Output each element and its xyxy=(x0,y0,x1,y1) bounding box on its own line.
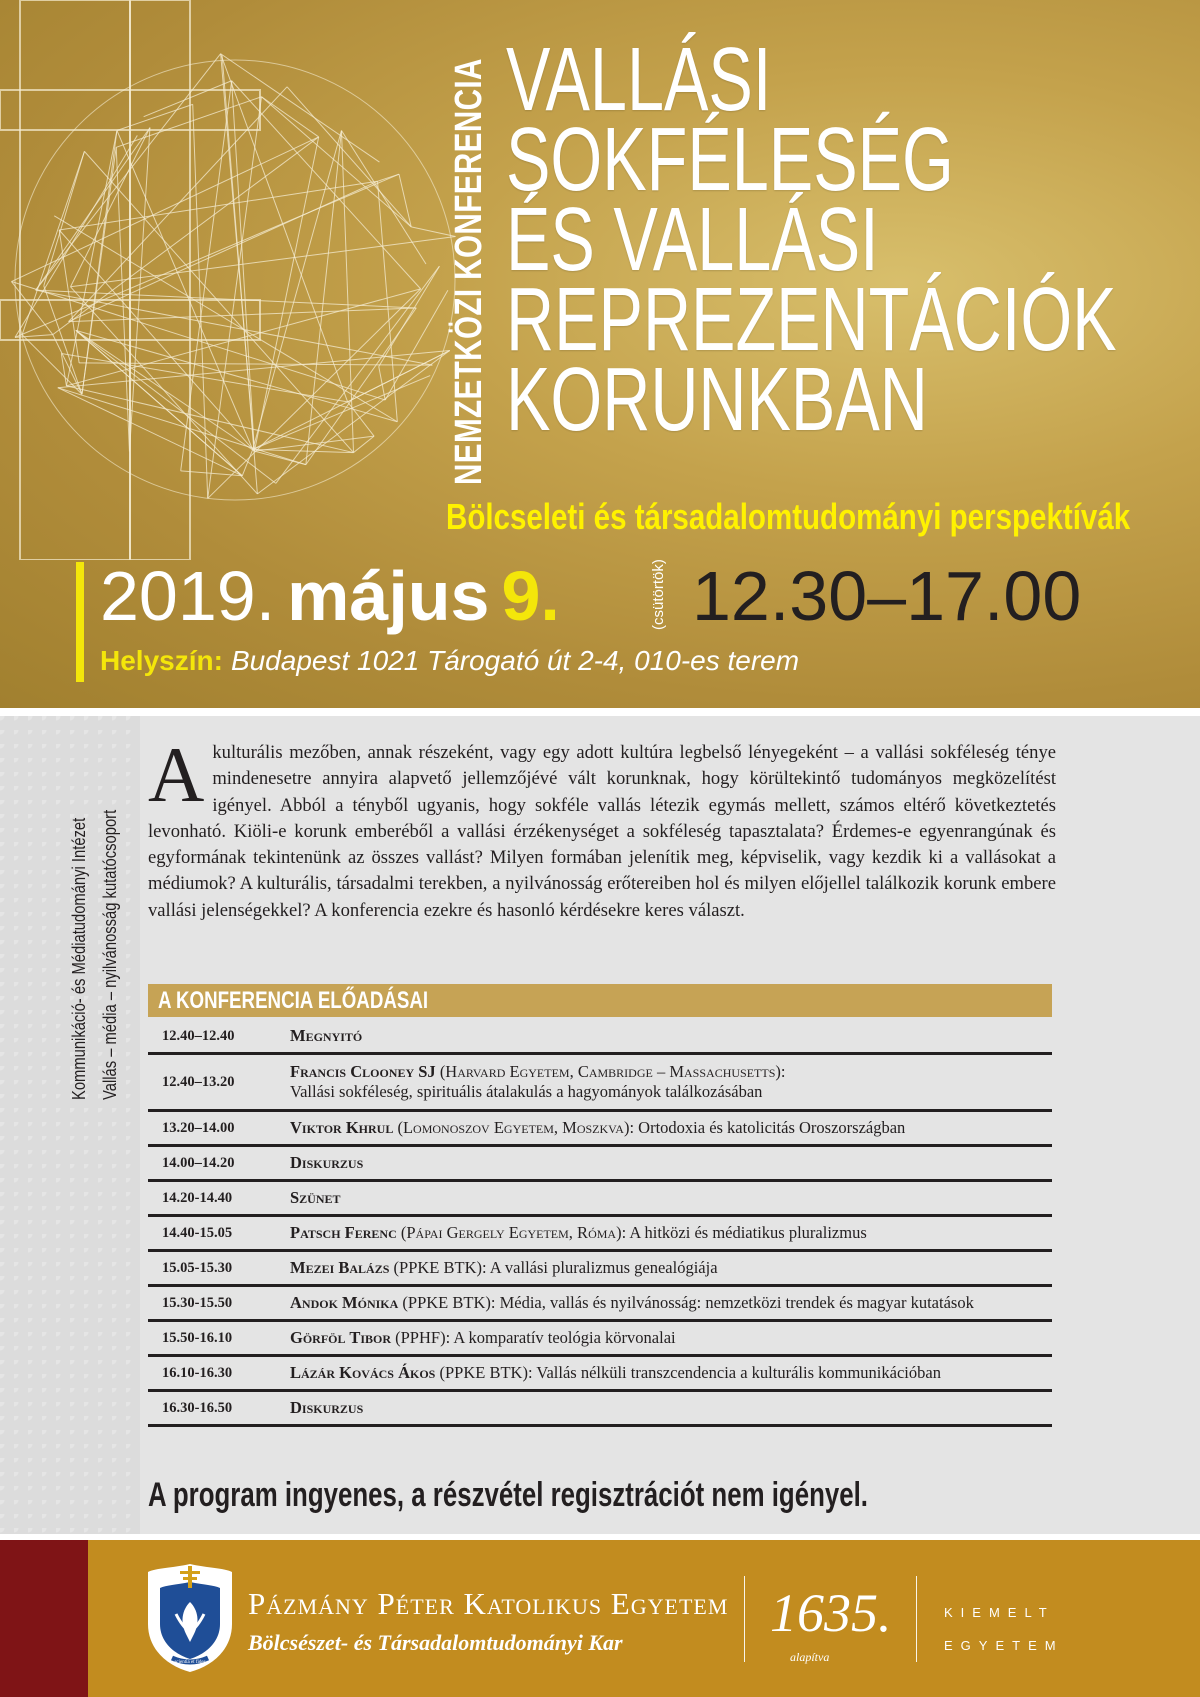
program-affiliation: (PPKE BTK) xyxy=(435,1363,528,1382)
date-year: 2019. xyxy=(100,557,276,635)
organizer-side-text xyxy=(64,760,126,1100)
badge-line-2: EGYETEM xyxy=(944,1638,1064,1653)
crest-motto: scientia et fides xyxy=(174,1660,206,1665)
intro-text: kulturális mezőben, annak részeként, vagy egy adott kultúra legbelső lényegeként – a vallási sokféleség ténye mindenesetre annyira alapvető jellemzőjévé vált korunknak, hogy körültekintő tudományos megközelítést igényel. Abból a tényből ugyanis, hogy sokféle vallás létezik egymás mellett, számos eltérő következtetés levonható. Kiöli-e korunk emberéből a vallási érzékenységet a sokféleség tapasztalata? Érdemes-e egyenrangúnak és egyformának tekintenünk az összes vallást? Milyen formában jelenítik meg, képviselik, vagy kezdik ki a vallásokat a médiumok? A kulturális, társadalmi terekben, a nyilvánosság erőtereiben hol és milyen előjellel találkozik korunk embere vallási jelenségekkel? A konferencia ezekre és hasonló kérdésekre keres választ. xyxy=(148,742,1056,921)
program-talk-title: : Média, vallás és nyilvánosság: nemzetközi trendek és magyar kutatások xyxy=(490,1293,974,1312)
program-description xyxy=(290,1026,1052,1046)
art-line xyxy=(261,97,318,137)
art-line xyxy=(221,54,348,402)
program-row xyxy=(148,1392,1052,1427)
venue-address: Budapest 1021 Tárogató út 2-4, 010-es terem xyxy=(230,645,800,676)
art-line xyxy=(254,137,318,451)
program-time: 15.05-15.30 xyxy=(162,1259,233,1276)
university-crest-icon xyxy=(146,1562,234,1674)
program-affiliation: (Pápai Gergely Egyetem, Róma) xyxy=(396,1223,622,1242)
art-line xyxy=(69,87,287,322)
program-time: 16.10-16.30 xyxy=(162,1364,233,1381)
program-description xyxy=(290,1258,1052,1278)
art-line xyxy=(58,388,242,476)
highlighted-university-badge xyxy=(944,1596,1064,1662)
program-speaker: Diskurzus xyxy=(290,1153,364,1172)
art-line xyxy=(66,289,420,386)
art-line xyxy=(15,135,137,337)
title-line-3: ÉS VALLÁSI xyxy=(506,190,879,290)
art-line xyxy=(71,128,150,287)
program-description-line xyxy=(290,1363,1052,1383)
program-speaker: Francis Clooney SJ xyxy=(290,1062,436,1081)
program-time: 16.30-16.50 xyxy=(162,1399,233,1416)
program-description xyxy=(290,1188,1052,1208)
program-speaker: Patsch Ferenc xyxy=(290,1223,397,1242)
date-accent-bar xyxy=(76,562,84,682)
art-line xyxy=(22,335,82,395)
title-line-1: VALLÁSI xyxy=(506,30,772,130)
art-line xyxy=(221,54,255,451)
program-row xyxy=(148,1217,1052,1252)
art-line xyxy=(287,87,411,227)
program-description xyxy=(290,1293,1052,1313)
program-row xyxy=(148,1287,1052,1322)
program-time: 13.20–14.00 xyxy=(162,1119,235,1136)
program-affiliation: (PPKE BTK) xyxy=(389,1258,482,1277)
footer xyxy=(0,1540,1200,1697)
program-speaker: Mezei Balázs xyxy=(290,1258,390,1277)
art-line xyxy=(116,97,261,148)
footer-divider-1 xyxy=(744,1576,745,1662)
art-line xyxy=(181,81,232,471)
program-speaker: Diskurzus xyxy=(290,1398,364,1417)
art-line xyxy=(261,97,411,227)
art-circle xyxy=(15,60,455,500)
art-line xyxy=(257,351,449,494)
program-table xyxy=(148,1020,1052,1427)
conference-date xyxy=(100,556,560,636)
program-time: 14.20-14.40 xyxy=(162,1189,233,1206)
program-row xyxy=(148,1020,1052,1055)
drop-cap: A xyxy=(148,731,205,818)
program-talk-title: : Vallás nélküli transzcendencia a kulturális kommunikációban xyxy=(527,1363,941,1382)
program-speaker: Görföl Tibor xyxy=(290,1328,392,1347)
venue xyxy=(100,645,799,677)
program-time: 15.30-15.50 xyxy=(162,1294,233,1311)
founding-label: alapítva xyxy=(790,1650,830,1664)
program-description-line xyxy=(290,1153,1052,1173)
conference-header xyxy=(0,0,1200,708)
program-talk-title: Vallási sokféleség, spirituális átalakulás a hagyományok találkozásában xyxy=(290,1082,763,1101)
art-line xyxy=(84,151,353,452)
title-line-2: SOKFÉLESÉG xyxy=(506,110,954,210)
program-heading xyxy=(148,984,1052,1017)
program-row xyxy=(148,1357,1052,1392)
program-description-line xyxy=(290,1026,1052,1046)
program-description xyxy=(290,1398,1052,1418)
organizer-institute: Kommunikáció- és Médiatudományi Intézet xyxy=(69,817,89,1100)
program-affiliation: (Harvard Egyetem, Cambridge – Massachusetts) xyxy=(435,1062,781,1081)
program-time: 12.40–12.40 xyxy=(162,1027,235,1044)
program-speaker: Andok Mónika xyxy=(290,1293,399,1312)
program-time: 14.40-15.05 xyxy=(162,1224,233,1241)
venue-label: Helyszín: xyxy=(100,645,223,676)
program-description xyxy=(290,1062,1052,1102)
art-line xyxy=(71,236,456,286)
program-description-line xyxy=(290,1118,1052,1138)
footer-divider-2 xyxy=(916,1576,917,1662)
program-description xyxy=(290,1118,1052,1138)
program-speaker: Szünet xyxy=(290,1188,341,1207)
title-line-5: KORUNKBAN xyxy=(506,350,928,450)
program-heading-text: A KONFERENCIA ELŐADÁSAI xyxy=(158,987,429,1014)
date-day: 9. xyxy=(501,557,560,635)
art-line xyxy=(379,266,440,366)
date-weekday: (csütörtök) xyxy=(650,559,667,630)
art-line xyxy=(399,174,411,227)
program-time: 12.40–13.20 xyxy=(162,1073,235,1090)
art-line xyxy=(53,137,319,335)
program-description-line xyxy=(290,1258,1052,1278)
program-speaker: Lázár Kovács Ákos xyxy=(290,1363,436,1382)
art-line xyxy=(15,174,399,337)
intro-paragraph xyxy=(148,731,1056,924)
badge-line-1: KIEMELT xyxy=(944,1605,1055,1620)
program-affiliation: (PPKE BTK) xyxy=(398,1293,491,1312)
program-description xyxy=(290,1153,1052,1173)
art-line xyxy=(58,351,450,388)
program-description-line xyxy=(290,1223,1052,1243)
program-row xyxy=(148,1322,1052,1357)
abstract-line-art xyxy=(0,0,470,560)
program-talk-title: : xyxy=(780,1062,786,1081)
program-description xyxy=(290,1223,1052,1243)
program-description xyxy=(290,1363,1052,1383)
program-description-line xyxy=(290,1188,1052,1208)
program-talk-title: : A komparatív teológia körvonalai xyxy=(445,1328,676,1347)
free-entry-note: A program ingyenes, a részvétel regisztrációt nem igényel. xyxy=(148,1476,868,1514)
art-line xyxy=(117,104,193,130)
date-month: május xyxy=(287,557,490,635)
art-line xyxy=(254,436,374,451)
title-line-4: REPREZENTÁCIÓK xyxy=(506,270,1117,370)
program-affiliation: (Lomonoszov Egyetem, Moszkva) xyxy=(393,1118,630,1137)
university-name: Pázmány Péter Katolikus Egyetem xyxy=(248,1586,729,1621)
organizer-research-group: Vallás – média – nyilvánosság kutatócsoport xyxy=(100,809,120,1100)
program-speaker: Viktor Khrul xyxy=(290,1118,394,1137)
program-row xyxy=(148,1055,1052,1112)
program-time: 14.00–14.20 xyxy=(162,1154,235,1171)
founding-year: 1635. xyxy=(770,1583,892,1643)
program-talk-title: : Ortodoxia és katolicitás Oroszországban xyxy=(629,1118,906,1137)
program-row xyxy=(148,1182,1052,1217)
program-description-line xyxy=(290,1062,1052,1082)
program-row xyxy=(148,1252,1052,1287)
art-line xyxy=(58,388,306,465)
program-talk-title: : A vallási pluralizmus genealógiája xyxy=(482,1258,718,1277)
program-description xyxy=(290,1328,1052,1348)
program-row xyxy=(148,1147,1052,1182)
program-row xyxy=(148,1112,1052,1147)
conference-subtitle: Bölcseleti és társadalomtudományi perspektívák xyxy=(446,496,1131,537)
conference-title xyxy=(506,30,1186,450)
conference-time: 12.30–17.00 xyxy=(692,557,1082,635)
program-description-line xyxy=(290,1328,1052,1348)
art-cross-frame xyxy=(20,0,130,560)
program-talk-title: : A hitközi és médiatikus pluralizmus xyxy=(621,1223,867,1242)
program-description-line xyxy=(290,1398,1052,1418)
faculty-name: Bölcsészet- és Társadalomtudományi Kar xyxy=(248,1630,623,1655)
conference-type-label: NEMZETKÖZI KONFERENCIA xyxy=(448,58,490,485)
program-time: 15.50-16.10 xyxy=(162,1329,233,1346)
art-line xyxy=(66,130,117,385)
art-line xyxy=(11,282,52,335)
program-affiliation: (PPHF) xyxy=(391,1328,446,1347)
program-speaker: Megnyitó xyxy=(290,1026,363,1045)
program-description-line xyxy=(290,1293,1052,1313)
footer-red-band xyxy=(0,1540,88,1697)
